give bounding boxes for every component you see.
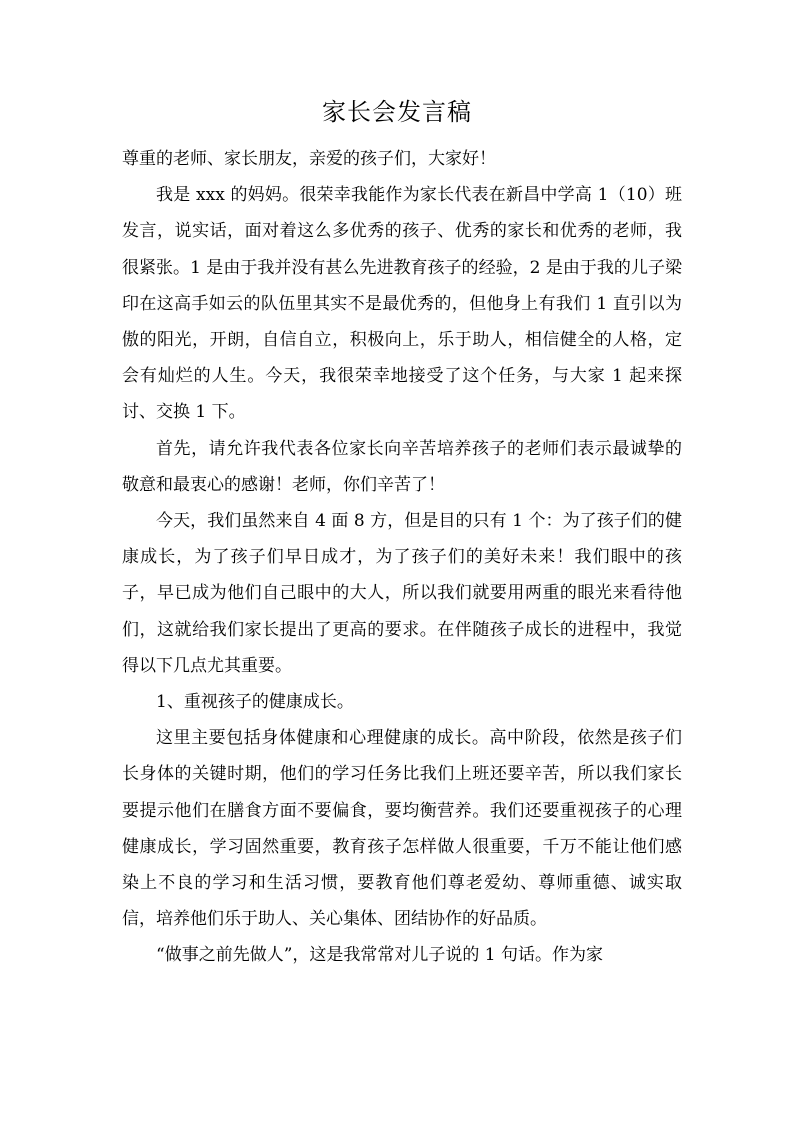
quote-paragraph: “做事之前先做人”，这是我常常对儿子说的 1 句话。作为家 [156,945,604,966]
purpose-paragraph: 今天，我们虽然来自 4 面 8 方，但是目的只有 1 个：为了孩子们的健康成长，为了孩子们早日成才，为了孩子们的美好未来！我们眼中的孩子，早已成为他们自己眼中的大人，所以我们就要用两重的眼光来看待他们，这就给我们家长提出了更高的要求。在伴随孩子成长的进程中，我觉得以下几点尤其重要。 [122,511,682,676]
health-paragraph: 这里主要包括身体健康和心理健康的成长。高中阶段，依然是孩子们长身体的关键时期，他们的学习任务比我们上班还要辛苦，所以我们家长要提示他们在膳食方面不要偏食，要均衡营养。我们还要重视孩子的心理健康成长，学习固然重要，教育孩子怎样做人很重要，千万不能让他们感染上不良的学习和生活习惯，要教育他们尊老爱幼、尊师重德、诚实取信，培养他们乐于助人、关心集体、团结协作的好品质。 [122,728,682,930]
section-heading-1: 1、重视孩子的健康成长。 [156,692,354,713]
document-title: 家长会发言稿 [322,98,472,126]
thanks-paragraph: 首先，请允许我代表各位家长向辛苦培养孩子的老师们表示最诚挚的敬意和最衷心的感谢！老师，你们辛苦了！ [122,438,682,495]
greeting-paragraph: 尊重的老师、家长朋友，亲爱的孩子们，大家好！ [122,149,496,169]
intro-paragraph: 我是 xxx 的妈妈。很荣幸我能作为家长代表在新昌中学高 1（10）班发言，说实话，面对着这么多优秀的孩子、优秀的家长和优秀的老师，我很紧张。1 是由于我并没有甚么先进教育孩子的经验，2 是由于我的儿子梁印在这高手如云的队伍里其实不是最优秀的，但他身上有我们 1 直引以为傲的阳光，开朗，自信自立，积极向上，乐于助人，相信健全的人格，定会有灿烂的人生。今天，我很荣幸地接受了这个任务，与大家 1 起来探讨、交换 1 下。 [122,185,682,423]
document-body [122,141,682,974]
